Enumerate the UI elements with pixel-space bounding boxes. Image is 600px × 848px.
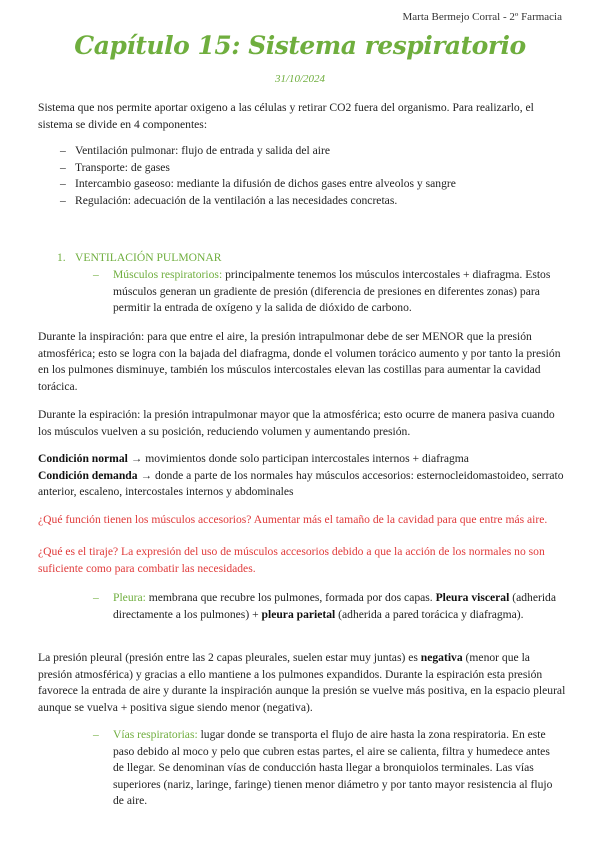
pleura-text: (adherida directamente a los pulmones) + [113, 591, 556, 621]
pleura-label: Pleura: [113, 591, 146, 604]
question-tiraje: ¿Qué es el tiraje? La expresión del uso de músculos accesorios debido a que la acción de los normales no son suficiente como para combatir las necesidades. [38, 545, 545, 575]
section-heading [57, 251, 222, 264]
muscles-label: Músculos respiratorios: [113, 268, 223, 281]
list-item: – Regulación: adecuación de la ventilación a las necesidades concretas. [60, 193, 560, 210]
pleura-text: (adherida a pared torácica y diafragma). [335, 607, 524, 621]
normal-condition-text: → movimientos donde solo participan intercostales internos + diafragma [127, 452, 469, 465]
page-header: Marta Bermejo Corral - 2º Farmacia [402, 11, 562, 23]
normal-condition-label: Condición normal [38, 452, 128, 465]
section-number: 1. [57, 251, 66, 264]
pleura-visceral: Pleura visceral [435, 591, 510, 604]
pleura-text: membrana que recubre los pulmones, formada por dos capas. [145, 591, 436, 604]
conditions-paragraph [38, 451, 566, 501]
dash-marker: – [93, 591, 99, 604]
airways-text: lugar donde se transporta el flujo de aire hasta la zona respiratoria. En este paso debido al moco y pelo que cubren estas partes, el aire se calienta, filtra y humedece antes de llegar. Se denominan vías de conducción hasta llegar a bronquiolos terminales. Las vías superiores (nariz, laringe, faringe) tienen menor diámetro y por tanto mayor resistencia al flujo de aire. [113, 728, 553, 807]
muscles-text: principalmente tenemos los músculos intercostales + diafragma. Estos músculos generan un gradiente de presión (diferencia de presiones en diferentes zonas) para permitir la entrada de oxígeno y la salida de dióxido de carbono. [113, 268, 551, 314]
pleural-pressure-text: La presión pleural (presión entre las 2 capas pleurales, suelen estar muy juntas) es [38, 651, 421, 664]
list-item: – Ventilación pulmonar: flujo de entrada y salida del aire [60, 143, 560, 160]
chapter-title: Capítulo 15: Sistema respiratorio [74, 31, 526, 60]
airways-label: Vías respiratorias: [113, 728, 198, 741]
pleura-parietal: pleura parietal [261, 607, 336, 621]
pleural-pressure-paragraph [38, 650, 566, 716]
expiration-paragraph: Durante la espiración: la presión intrapulmonar mayor que la atmosférica; esto ocurre de manera pasiva cuando los músculos vuelven a su posición, reduciendo volumen y aumentando presión. [38, 408, 555, 438]
dash-marker: – [93, 268, 99, 281]
muscles-item [93, 267, 563, 317]
list-item: – Transporte: de gases [60, 160, 560, 177]
pleura-item [93, 590, 563, 623]
components-list [60, 143, 560, 209]
airways-item [93, 727, 563, 810]
dash-marker: – [93, 728, 99, 741]
demand-condition-label: Condición demanda [38, 468, 138, 482]
list-item: – Intercambio gaseoso: mediante la difusión de dichos gases entre alveolos y sangre [60, 176, 560, 193]
pleural-pressure-text: (menor que la presión atmosférica) y gracias a ello mantiene a los pulmones expandidos. Durante la espiración esta presión favorece la entrada de aire y durante la inspiración aunque la presión se vuelve más positiva, en la espacio pleural aunque se vuelva + positiva sigue siendo menor (negativa). [38, 651, 566, 714]
intro-paragraph: Sistema que nos permite aportar oxigeno a las células y retirar CO2 fuera del organismo. Para realizarlo, el sistema se divide en 4 componentes: [38, 101, 534, 131]
chapter-date: 31/10/2024 [274, 73, 326, 85]
demand-condition-text: → donde a parte de los normales hay músculos accesorios: esternocleidomastoideo, serrato anterior, escaleno, intercostales internos y abdominales [38, 468, 564, 498]
inspiration-paragraph: Durante la inspiración: para que entre el aire, la presión intrapulmonar debe de ser MENOR que la presión atmosférica; esto se logra con la bajada del diafragma, donde el volumen torácico aumento y por tanto la presión en los pulmones disminuye, también los músculos intercostales elevan las costillas para aumentar la cavidad torácica. [38, 330, 561, 393]
question-accessory-muscles: ¿Qué función tienen los músculos accesorios? Aumentar más el tamaño de la cavidad para que entre más aire. [38, 513, 548, 526]
section-title: VENTILACIÓN PULMONAR [75, 251, 222, 264]
negative-term: negativa [420, 651, 463, 664]
